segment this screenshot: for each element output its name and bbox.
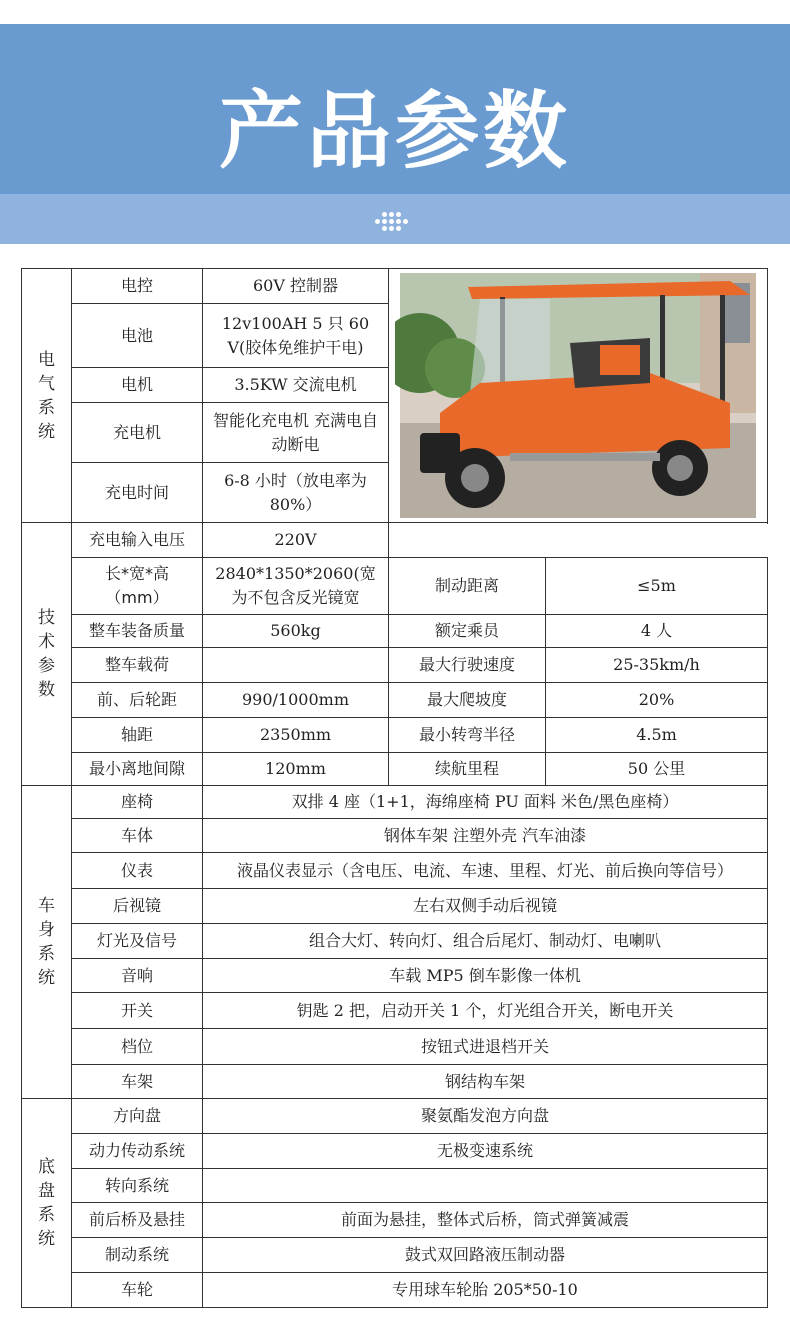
row-value: 无极变速系统 [203, 1134, 768, 1169]
row-value: 车载 MP5 倒车影像一体机 [203, 959, 768, 993]
row-label: 前、后轮距 [72, 683, 203, 718]
row-label: 前后桥及悬挂 [72, 1203, 203, 1238]
row-label: 车轮 [72, 1273, 203, 1308]
table-row [22, 718, 768, 753]
table-row [22, 993, 768, 1029]
row-label: 仪表 [72, 853, 203, 889]
row-label: 整车装备质量 [72, 615, 203, 648]
table-row [22, 269, 768, 304]
row-value: 钢体车架 注塑外壳 汽车油漆 [203, 819, 768, 853]
section-electrical: 电气系统 [22, 269, 72, 523]
table-row [22, 924, 768, 959]
row-value: 按钮式进退档开关 [203, 1029, 768, 1065]
row-value: 组合大灯、转向灯、组合后尾灯、制动灯、电喇叭 [203, 924, 768, 959]
row-value: 智能化充电机 充满电自动断电 [203, 403, 389, 463]
page-title: 产品参数 [218, 82, 571, 180]
row-label: 车架 [72, 1065, 203, 1099]
row-label: 整车载荷 [72, 648, 203, 683]
row-value: 液晶仪表显示（含电压、电流、车速、里程、灯光、前后换向等信号） [203, 853, 768, 889]
table-row [22, 523, 768, 558]
row-value: 12v100AH 5 只 60 V(胶体免维护干电) [203, 304, 389, 368]
header-banner [0, 24, 790, 244]
row-value: 2350mm [203, 718, 389, 753]
row-label: 长*宽*高（mm） [72, 558, 203, 615]
golf-cart-image [395, 273, 761, 518]
table-row [22, 1029, 768, 1065]
section-body: 车身系统 [22, 786, 72, 1099]
row-label: 充电机 [72, 403, 203, 463]
row-value: 560kg [203, 615, 389, 648]
table-row [22, 959, 768, 993]
row-value: 前面为悬挂，整体式后桥，筒式弹簧减震 [203, 1203, 768, 1238]
row-value: 3.5KW 交流电机 [203, 368, 389, 403]
table-row [22, 819, 768, 853]
row-value: 钢结构车架 [203, 1065, 768, 1099]
row-label: 充电输入电压 [72, 523, 203, 558]
row-label: 最大爬坡度 [389, 683, 546, 718]
row-label: 最大行驶速度 [389, 648, 546, 683]
row-label: 方向盘 [72, 1099, 203, 1134]
row-label: 座椅 [72, 786, 203, 819]
row-label: 后视镜 [72, 889, 203, 924]
table-row [22, 1273, 768, 1308]
row-value: 专用球车轮胎 205*50-10 [203, 1273, 768, 1308]
row-label: 音响 [72, 959, 203, 993]
row-label: 制动系统 [72, 1238, 203, 1273]
table-row [22, 889, 768, 924]
row-value: 220V [203, 523, 389, 558]
dots-ornament-icon [372, 210, 412, 236]
row-label: 电控 [72, 269, 203, 304]
row-value: 25-35km/h [546, 648, 768, 683]
table-row [22, 753, 768, 786]
row-value: 2840*1350*2060(宽为不包含反光镜宽 [203, 558, 389, 615]
row-value: 鼓式双回路液压制动器 [203, 1238, 768, 1273]
table-row [22, 558, 768, 615]
table-row [22, 648, 768, 683]
table-row [22, 1065, 768, 1099]
row-label: 车体 [72, 819, 203, 853]
row-label: 最小离地间隙 [72, 753, 203, 786]
row-value: 左右双侧手动后视镜 [203, 889, 768, 924]
row-value: 4 人 [546, 615, 768, 648]
section-chassis: 底盘系统 [22, 1099, 72, 1308]
row-value [203, 1169, 768, 1203]
table-row [22, 786, 768, 819]
row-label: 额定乘员 [389, 615, 546, 648]
row-label: 电机 [72, 368, 203, 403]
table-row [22, 1203, 768, 1238]
row-label: 档位 [72, 1029, 203, 1065]
row-value: 钥匙 2 把，启动开关 1 个，灯光组合开关，断电开关 [203, 993, 768, 1029]
table-row [22, 683, 768, 718]
section-technical: 技术参数 [22, 523, 72, 786]
row-label: 制动距离 [389, 558, 546, 615]
table-row [22, 615, 768, 648]
row-value: 60V 控制器 [203, 269, 389, 304]
row-label: 轴距 [72, 718, 203, 753]
row-value [203, 648, 389, 683]
row-label: 最小转弯半径 [389, 718, 546, 753]
table-row [22, 1238, 768, 1273]
row-value: 6-8 小时（放电率为 80%） [203, 463, 389, 523]
row-label: 灯光及信号 [72, 924, 203, 959]
row-value: 聚氨酯发泡方向盘 [203, 1099, 768, 1134]
row-label: 续航里程 [389, 753, 546, 786]
table-row [22, 853, 768, 889]
table-row [22, 1169, 768, 1203]
row-label: 开关 [72, 993, 203, 1029]
row-value: 20% [546, 683, 768, 718]
table-row [22, 1099, 768, 1134]
product-photo [389, 269, 768, 523]
row-value: ≤5m [546, 558, 768, 615]
table-row [22, 1134, 768, 1169]
row-value: 50 公里 [546, 753, 768, 786]
spec-table [21, 268, 768, 1308]
row-label: 动力传动系统 [72, 1134, 203, 1169]
row-label: 转向系统 [72, 1169, 203, 1203]
row-value: 990/1000mm [203, 683, 389, 718]
row-value: 4.5m [546, 718, 768, 753]
row-label: 充电时间 [72, 463, 203, 523]
row-value: 120mm [203, 753, 389, 786]
row-value: 双排 4 座（1+1，海绵座椅 PU 面料 米色/黑色座椅） [203, 786, 768, 819]
row-label: 电池 [72, 304, 203, 368]
